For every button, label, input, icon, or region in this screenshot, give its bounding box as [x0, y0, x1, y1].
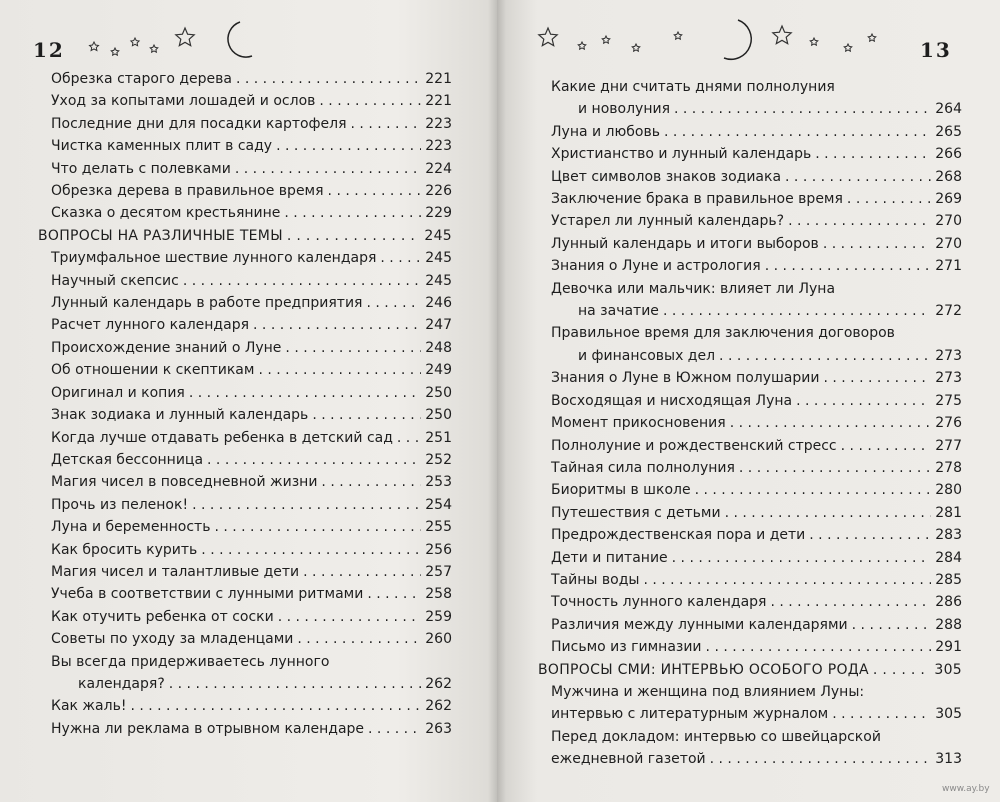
toc-page-number: 249	[425, 362, 452, 379]
toc-page-number: 224	[425, 160, 452, 177]
toc-entry	[38, 561, 452, 583]
book-gutter	[488, 0, 506, 802]
toc-entry	[38, 90, 452, 112]
toc-page-number: 286	[935, 594, 962, 611]
toc-entry-title: Уход за копытами лошадей и ослов	[51, 93, 316, 110]
toc-entry-title: Лунный календарь и итоги выборов	[551, 235, 819, 252]
toc-dot-leader	[235, 158, 421, 180]
toc-dot-leader	[823, 367, 931, 389]
toc-entry-title: ВОПРОСЫ СМИ: ИНТЕРВЬЮ ОСОБОГО РОДА	[538, 661, 869, 678]
crescent-moon-icon	[228, 22, 252, 57]
toc-entry	[38, 247, 452, 269]
toc-page-number: 313	[935, 751, 962, 768]
toc-entry	[538, 300, 962, 322]
toc-entry	[38, 270, 452, 292]
toc-entry	[538, 121, 962, 143]
toc-page-number: 277	[935, 437, 962, 454]
toc-dot-leader	[663, 300, 931, 322]
toc-page-number: 248	[425, 339, 452, 356]
toc-entry-title: Расчет лунного календаря	[51, 317, 250, 334]
toc-page-number: 273	[935, 347, 962, 364]
toc-entry-title: Как отучить ребенка от соски	[51, 608, 274, 625]
toc-page-number: 255	[425, 519, 452, 536]
toc-dot-leader	[287, 225, 421, 247]
toc-entry	[538, 210, 962, 232]
toc-entry-title: Предрождественская пора и дети	[551, 527, 806, 544]
toc-entry-title: Правильное время для заключения договоров	[551, 325, 895, 342]
toc-entry-title: Тайны воды	[551, 571, 640, 588]
toc-entry-title: Происхождение знаний о Луне	[51, 339, 282, 356]
toc-entry-title: Тайная сила полнолуния	[551, 459, 735, 476]
star-icon	[176, 28, 194, 46]
toc-dot-leader	[368, 718, 421, 740]
toc-entry-title: Когда лучше отдавать ребенка в детский сад	[51, 429, 393, 446]
toc-entry	[538, 76, 962, 98]
toc-page-number: 288	[935, 616, 962, 633]
toc-entry-title: Биоритмы в школе	[551, 482, 691, 499]
toc-entry	[538, 703, 962, 725]
toc-entry-title: Устарел ли лунный календарь?	[551, 213, 785, 230]
toc-page-number: 269	[935, 191, 962, 208]
toc-entry	[38, 606, 452, 628]
toc-page-number: 245	[424, 227, 452, 244]
toc-page-number: 262	[425, 698, 452, 715]
toc-entry-title: Вы всегда придерживаетесь лунного	[51, 653, 330, 670]
toc-entry-title: Заключение брака в правильное время	[551, 191, 843, 208]
right-header-ornament	[530, 14, 890, 64]
toc-entry	[538, 412, 962, 434]
watermark: www.ay.by	[942, 784, 990, 794]
toc-page-number: 305	[934, 661, 962, 678]
toc-page-number: 284	[935, 549, 962, 566]
star-icon	[602, 36, 610, 43]
toc-entry	[538, 390, 962, 412]
toc-page-number: 264	[935, 101, 962, 118]
toc-dot-leader	[674, 98, 931, 120]
toc-dot-leader	[847, 188, 931, 210]
toc-entry	[538, 479, 962, 501]
toc-dot-leader	[303, 561, 421, 583]
toc-entry-title: Оригинал и копия	[51, 384, 185, 401]
toc-dot-leader	[169, 673, 422, 695]
toc-entry-title: Обрезка дерева в правильное время	[51, 183, 324, 200]
toc-entry-title: Точность лунного календаря	[551, 594, 767, 611]
toc-entry-title: Знания о Луне в Южном полушарии	[551, 370, 820, 387]
toc-dot-leader	[852, 614, 932, 636]
toc-dot-leader	[643, 569, 931, 591]
toc-entry	[38, 404, 452, 426]
toc-entry-title: Письмо из гимназии	[551, 639, 702, 656]
toc-entry	[38, 583, 452, 605]
toc-dot-leader	[367, 583, 421, 605]
toc-page-number: 250	[425, 407, 452, 424]
toc-entry-title: Магия чисел и талантливые дети	[51, 563, 300, 580]
toc-page-number: 226	[425, 183, 452, 200]
toc-page-number: 253	[425, 474, 452, 491]
toc-entry-title: ежедневной газетой	[551, 751, 706, 768]
toc-dot-leader	[192, 494, 421, 516]
toc-entry-title: Чистка каменных плит в саду	[51, 138, 273, 155]
star-icon	[632, 44, 640, 51]
toc-entry-title: Момент прикосновения	[551, 415, 726, 432]
toc-entry	[38, 337, 452, 359]
toc-dot-leader	[366, 292, 421, 314]
toc-entry	[38, 158, 452, 180]
star-icon	[773, 26, 791, 44]
toc-section-heading	[538, 659, 962, 681]
star-icon	[844, 44, 852, 51]
toc-page-number: 221	[425, 93, 452, 110]
toc-page-number: 281	[935, 504, 962, 521]
toc-entry	[538, 457, 962, 479]
toc-entry-title: Какие дни считать днями полнолуния	[551, 79, 835, 95]
toc-page-number: 223	[425, 115, 452, 132]
toc-entry-title: Луна и беременность	[51, 519, 211, 536]
toc-entry-title: Что делать с полевками	[51, 160, 231, 177]
toc-entry	[538, 98, 962, 120]
toc-page-number: 251	[425, 429, 452, 446]
toc-entry	[538, 345, 962, 367]
toc-dot-leader	[873, 659, 930, 681]
toc-entry	[38, 628, 452, 650]
toc-dot-leader	[706, 636, 932, 658]
toc-entry-title: Различия между лунными календарями	[551, 616, 848, 633]
star-icon	[131, 38, 139, 46]
toc-entry-title: календаря?	[78, 675, 165, 692]
toc-dot-leader	[664, 121, 931, 143]
toc-entry-title: интервью с литературным журналом	[551, 706, 829, 723]
toc-page-number: 221	[425, 71, 452, 87]
toc-page-number: 256	[425, 541, 452, 558]
toc-dot-leader	[258, 359, 421, 381]
toc-page-number: 265	[935, 123, 962, 140]
toc-dot-leader	[841, 435, 932, 457]
toc-entry-title: Учеба в соответствии с лунными ритмами	[51, 586, 364, 603]
star-icon	[868, 34, 876, 41]
toc-entry-title: Как бросить курить	[51, 541, 198, 558]
toc-entry-title: Научный скепсис	[51, 272, 179, 289]
left-page-number: 12	[33, 38, 65, 62]
toc-dot-leader	[207, 449, 421, 471]
toc-page-number: 276	[935, 415, 962, 432]
toc-entry-title: Лунный календарь в работе предприятия	[51, 295, 363, 312]
right-page-number: 13	[920, 38, 952, 62]
toc-page-number: 268	[935, 168, 962, 185]
toc-entry	[538, 569, 962, 591]
toc-dot-leader	[284, 202, 421, 224]
toc-entry-title: Цвет символов знаков зодиака	[551, 168, 782, 185]
toc-entry	[538, 143, 962, 165]
toc-page-number: 266	[935, 146, 962, 163]
toc-entry-title: Об отношении к скептикам	[51, 362, 255, 379]
toc-entry	[38, 695, 452, 717]
star-icon	[90, 42, 99, 51]
toc-page-number: 283	[935, 527, 962, 544]
toc-dot-leader	[815, 143, 931, 165]
toc-entry	[538, 726, 962, 748]
toc-entry	[538, 748, 962, 770]
toc-entry	[538, 367, 962, 389]
toc-entry-title: Последние дни для посадки картофеля	[51, 115, 347, 132]
toc-page-number: 260	[425, 631, 452, 648]
toc-entry	[38, 382, 452, 404]
toc-entry-title: Обрезка старого дерева	[51, 71, 232, 87]
toc-page-number: 270	[935, 213, 962, 230]
toc-entry	[538, 166, 962, 188]
toc-entry	[538, 524, 962, 546]
toc-dot-leader	[672, 547, 932, 569]
toc-entry-title: Луна и любовь	[551, 123, 660, 140]
toc-page-number: 278	[935, 459, 962, 476]
toc-entry	[38, 314, 452, 336]
toc-entry	[38, 651, 452, 673]
toc-entry-title: Полнолуние и рождественский стресс	[551, 437, 837, 454]
toc-entry-title: ВОПРОСЫ НА РАЗЛИЧНЫЕ ТЕМЫ	[38, 227, 283, 244]
toc-entry	[538, 614, 962, 636]
toc-entry	[538, 591, 962, 613]
toc-dot-leader	[351, 113, 422, 135]
toc-entry-title: Магия чисел в повседневной жизни	[51, 474, 318, 491]
toc-entry	[538, 502, 962, 524]
toc-entry-title: Прочь из пеленок!	[51, 496, 189, 513]
toc-entry-title: Знак зодиака и лунный календарь	[51, 407, 309, 424]
toc-dot-leader	[765, 255, 932, 277]
toc-page-number: 305	[935, 706, 962, 723]
toc-entry-title: Нужна ли реклама в отрывном календаре	[51, 720, 365, 737]
toc-entry-title: Как жаль!	[51, 698, 127, 715]
toc-entry-title: Путешествия с детьми	[551, 504, 721, 521]
toc-dot-leader	[788, 210, 931, 232]
star-icon	[810, 38, 818, 45]
toc-dot-leader	[328, 180, 422, 202]
toc-page-number: 280	[935, 482, 962, 499]
toc-entry	[38, 180, 452, 202]
toc-dot-leader	[319, 90, 421, 112]
toc-page-number: 252	[425, 451, 452, 468]
toc-dot-leader	[832, 703, 931, 725]
toc-page-number: 257	[425, 563, 452, 580]
toc-entry-title: Сказка о десятом крестьянине	[51, 205, 281, 222]
toc-dot-leader	[321, 471, 421, 493]
toc-page-number: 272	[935, 303, 962, 320]
toc-entry	[38, 718, 452, 740]
toc-entry-title: Девочка или мальчик: влияет ли Луна	[551, 280, 836, 297]
toc-dot-leader	[189, 382, 421, 404]
toc-page-number: 250	[425, 384, 452, 401]
toc-dot-leader	[276, 135, 421, 157]
toc-page-number: 275	[935, 392, 962, 409]
toc-page-number: 273	[935, 370, 962, 387]
toc-page-number: 229	[425, 205, 452, 222]
left-header-ornament	[80, 14, 270, 64]
toc-entry	[38, 516, 452, 538]
toc-dot-leader	[312, 404, 421, 426]
toc-page-number: 263	[425, 720, 452, 737]
toc-entry-title: Мужчина и женщина под влиянием Луны:	[551, 683, 865, 700]
toc-entry	[538, 233, 962, 255]
toc-page-number: 258	[425, 586, 452, 603]
toc-entry-title: Знания о Луне и астрология	[551, 258, 761, 275]
toc-entry	[538, 188, 962, 210]
toc-dot-leader	[236, 68, 421, 90]
toc-dot-leader	[719, 345, 931, 367]
toc-dot-leader	[823, 233, 931, 255]
toc-entry-title: Христианство и лунный календарь	[551, 146, 812, 163]
toc-entry	[538, 322, 962, 344]
left-table-of-contents	[38, 68, 452, 740]
toc-page-number: 254	[425, 496, 452, 513]
toc-dot-leader	[770, 591, 931, 613]
toc-entry	[38, 292, 452, 314]
toc-entry	[538, 435, 962, 457]
toc-dot-leader	[809, 524, 931, 546]
toc-entry	[38, 449, 452, 471]
toc-page-number: 262	[425, 675, 452, 692]
toc-entry	[538, 636, 962, 658]
toc-dot-leader	[725, 502, 932, 524]
toc-entry	[38, 113, 452, 135]
toc-page-number: 245	[425, 250, 452, 267]
toc-dot-leader	[796, 390, 931, 412]
toc-entry	[538, 278, 962, 300]
star-icon	[539, 28, 557, 46]
star-icon	[674, 32, 682, 39]
toc-dot-leader	[253, 314, 421, 336]
toc-dot-leader	[739, 457, 931, 479]
toc-page-number: 271	[935, 258, 962, 275]
toc-dot-leader	[710, 748, 932, 770]
toc-entry	[38, 539, 452, 561]
right-table-of-contents	[538, 76, 962, 771]
toc-entry	[38, 427, 452, 449]
toc-dot-leader	[730, 412, 932, 434]
toc-dot-leader	[278, 606, 422, 628]
toc-page-number: 291	[935, 639, 962, 656]
toc-entry	[38, 135, 452, 157]
toc-entry	[38, 359, 452, 381]
toc-entry	[538, 547, 962, 569]
toc-page-number: 285	[935, 571, 962, 588]
toc-page-number: 259	[425, 608, 452, 625]
toc-entry-title: и новолуния	[578, 101, 670, 118]
toc-entry-title: Триумфальное шествие лунного календаря	[51, 250, 377, 267]
star-icon	[111, 48, 119, 55]
star-icon	[150, 45, 158, 52]
toc-section-heading	[38, 225, 452, 247]
toc-dot-leader	[380, 247, 421, 269]
toc-entry	[38, 673, 452, 695]
toc-entry-title: Дети и питание	[551, 549, 668, 566]
toc-dot-leader	[201, 539, 421, 561]
toc-entry-title: и финансовых дел	[578, 347, 716, 364]
toc-page-number: 223	[425, 138, 452, 155]
toc-entry	[38, 471, 452, 493]
toc-entry-title: Восходящая и нисходящая Луна	[551, 392, 793, 409]
toc-dot-leader	[297, 628, 421, 650]
toc-page-number: 246	[425, 295, 452, 312]
toc-entry	[38, 202, 452, 224]
toc-entry	[38, 68, 452, 90]
crescent-moon-icon	[724, 20, 751, 59]
toc-dot-leader	[214, 516, 421, 538]
toc-dot-leader	[285, 337, 421, 359]
toc-entry-title: Советы по уходу за младенцами	[51, 631, 294, 648]
toc-dot-leader	[130, 695, 421, 717]
toc-page-number: 247	[425, 317, 452, 334]
toc-entry	[538, 681, 962, 703]
toc-entry	[38, 494, 452, 516]
toc-entry-title: Детская бессонница	[51, 451, 204, 468]
toc-entry-title: на зачатие	[578, 303, 659, 320]
toc-page-number: 270	[935, 235, 962, 252]
toc-entry-title: Перед докладом: интервью со швейцарской	[551, 728, 881, 745]
toc-dot-leader	[183, 270, 421, 292]
toc-dot-leader	[397, 427, 421, 449]
toc-entry	[538, 255, 962, 277]
star-icon	[578, 42, 586, 49]
toc-dot-leader	[785, 166, 931, 188]
toc-dot-leader	[695, 479, 932, 501]
toc-page-number: 245	[425, 272, 452, 289]
